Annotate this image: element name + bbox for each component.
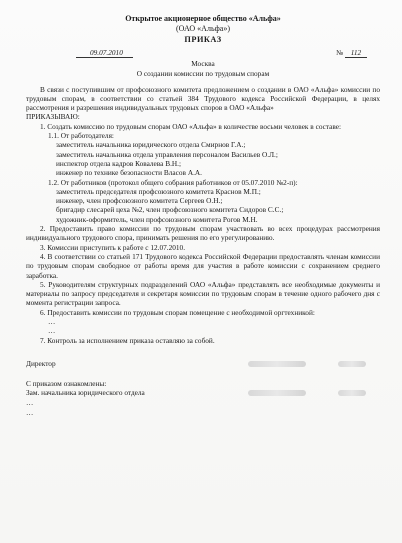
employee-member: заместитель председателя профсоюзного комитета Краснов М.П.; [56,186,261,196]
acquainted-row [26,388,380,398]
employee-member: бригадир слесарей цеха №2, член профсоюзного комитета Сидоров С.С.; [56,205,284,215]
organization-full-name: Открытое акционерное общество «Альфа» [125,14,281,23]
item-1-1: 1.1. От работодателя: [48,131,114,141]
footer-ellipsis: … [26,398,34,408]
organization-short-name: (ОАО «Альфа») [175,24,230,33]
acquainted-label: С приказом ознакомлены: [26,378,107,388]
number-sign: № [336,48,343,57]
city: Москва [191,59,215,68]
order-number [336,48,367,57]
order-date: 09.07.2010 [76,48,133,58]
order-word: ПРИКАЗЫВАЮ: [26,112,80,122]
ellipsis-line: … [48,317,56,327]
item-4: 4. В соответствии со статьей 171 Трудового кодекса Российской Федерации предоставлять членам комиссии по трудовым спорам свободное от работы время для участия в работе комиссии с сохранением среднего заработка. [26,251,380,280]
item-3: 3. Комиссии приступить к работе с 12.07.2010. [40,242,186,252]
director-name-blur [338,361,366,367]
date-number-row [26,48,380,59]
acquainted-position: Зам. начальника юридического отдела [26,388,145,398]
ellipsis-line: … [48,326,56,336]
employee-member: художник-оформитель, член профсоюзного комитета Рогов М.Н. [56,214,258,224]
number-value: 112 [345,48,367,58]
employer-member: заместитель начальника отдела управления персоналом Васильев О.Л.; [56,149,278,159]
employer-member: заместитель начальника юридического отдела Смирнов Г.А.; [56,140,246,150]
order-subject: О создании комиссии по трудовым спорам [136,69,270,79]
acquainted-name-blur [338,390,366,396]
director-signature-row [26,359,380,369]
item-6: 6. Предоставить комиссии по трудовым спорам помещение с необходимой оргтехникой: [40,307,315,317]
director-signature-blur [248,361,306,367]
item-1: 1. Создать комиссию по трудовым спорам ОАО «Альфа» в количестве восьми человек в составе: [40,121,342,131]
acquainted-signature-blur [248,390,306,396]
item-1-2: 1.2. От работников (протокол общего собрания работников от 05.07.2010 №2-п): [48,177,298,187]
item-2: 2. Предоставить право комиссии по трудовым спорам участвовать во всех процедурах рассмотрения индивидуального трудового спора, принимать решения по его урегулированию. [26,224,380,243]
employee-member: инженер, член профсоюзного комитета Сергеев О.Н.; [56,196,223,206]
document-type: ПРИКАЗ [184,35,222,44]
director-label: Директор [26,358,56,368]
employer-member: инспектор отдела кадров Ковалева В.Н.; [56,158,182,168]
item-5: 5. Руководителям структурных подразделений ОАО «Альфа» представлять все необходимые документы и материалы по запросу председателя и секретаря комиссии по трудовым спорам в течение одного рабочего дня с момента регистрации запроса. [26,279,380,308]
employer-member: инженер по технике безопасности Власов А.А. [56,168,203,178]
item-7: 7. Контроль за исполнением приказа оставляю за собой. [40,335,215,345]
preamble: В связи с поступившим от профсоюзного комитета предложением о создании в ОАО «Альфа» комиссии по трудовым спорам, в соответствии со статьей 384 Трудового кодекса Российской Федерации, в целях рассмотрения и разрешения индивидуальных трудовых споров в ОАО «Альфа» [26,84,380,113]
footer-ellipsis: … [26,407,34,417]
